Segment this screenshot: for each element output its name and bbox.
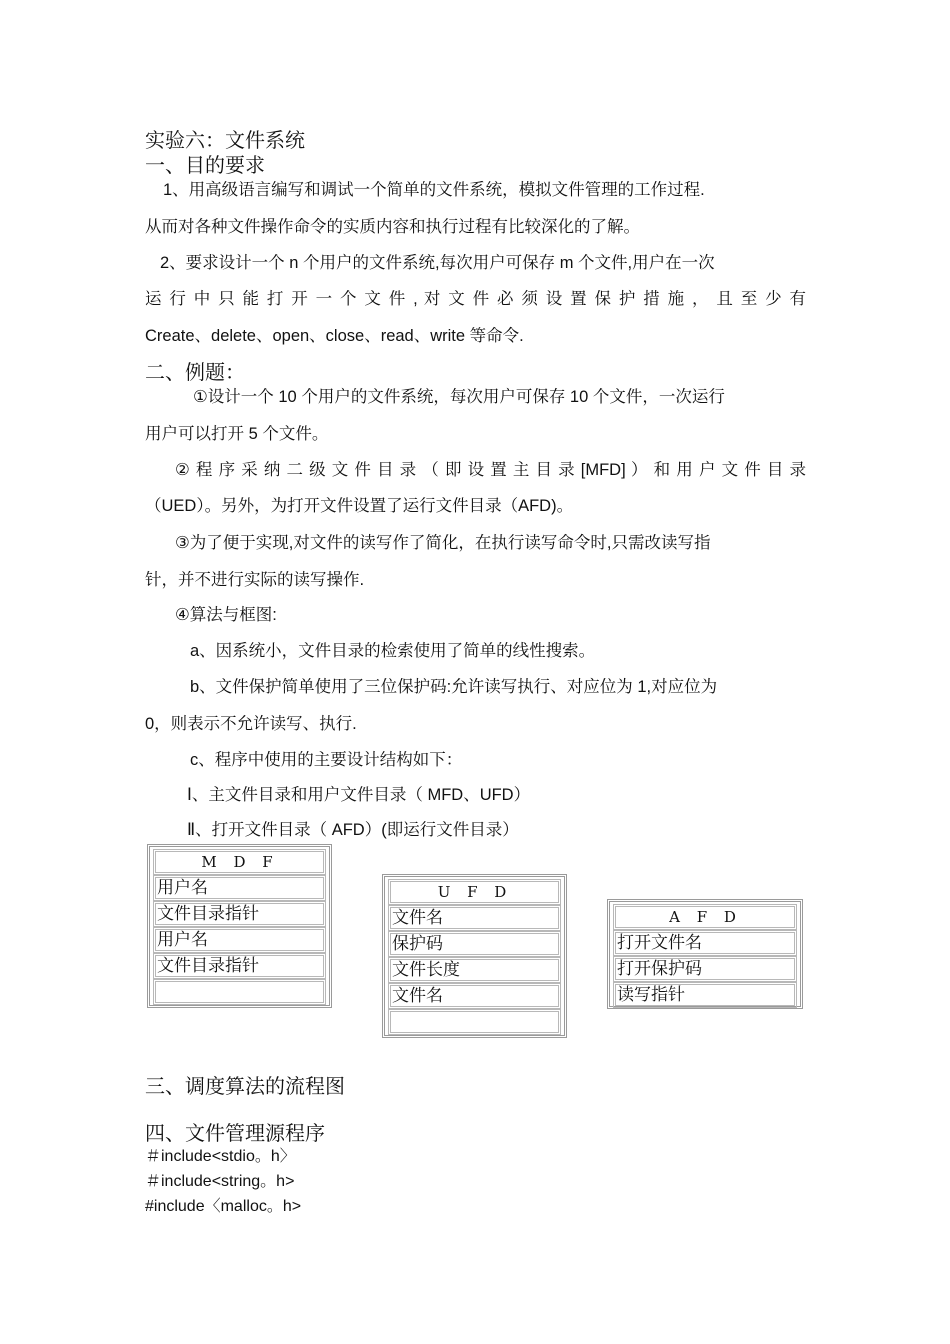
- s2-item-c: c、程序中使用的主要设计结构如下：: [190, 751, 463, 769]
- code-line: ＃include<stdio。h〉: [145, 1148, 296, 1165]
- code-line: #include〈malloc。h>: [145, 1198, 302, 1215]
- mdf-row: 用户名: [153, 875, 326, 901]
- s2-e1-line1: ①设计一个 10 个用户的文件系统，每次用户可保存 10 个文件，一次运行: [193, 388, 725, 406]
- s2-e2-line1: ② 程 序 采 纳 二 级 文 件 目 录 （ 即 设 置 主 目 录 [MFD] ） 和 用 户 文 件 目 录: [175, 461, 806, 479]
- s2-item-b-line2: 0，则表示不允许读写、执行.: [145, 715, 357, 733]
- doc-title: 实验六：文件系统: [145, 128, 305, 152]
- code-line: ＃include<string。h>: [145, 1173, 295, 1190]
- s1-p1-line1: 1、用高级语言编写和调试一个简单的文件系统，模拟文件管理的工作过程.: [163, 181, 705, 199]
- s2-item-ii: Ⅱ、打开文件目录（ AFD）(即运行文件目录）: [187, 821, 519, 839]
- s1-p2-line2: 运 行 中 只 能 打 开 一 个 文 件 , 对 文 件 必 须 设 置 保 护 措 施 ， 且 至 少 有: [145, 290, 806, 308]
- s2-item-b-line1: b、文件保护简单使用了三位保护码:允许读写执行、对应位为 1,对应位为: [190, 678, 718, 696]
- section2-heading: 二、例题：: [145, 360, 245, 384]
- mdf-row: 文件目录指针: [153, 953, 326, 979]
- afd-row: 读写指针: [613, 982, 797, 1008]
- s2-e3-line1: ③为了便于实现,对文件的读写作了简化，在执行读写命令时,只需改读写指: [175, 534, 711, 552]
- s1-p2-line3: Create、delete、open、close、read、write 等命令.: [145, 327, 524, 345]
- mdf-row: 文件目录指针: [153, 901, 326, 927]
- ufd-header: U F D: [388, 879, 561, 905]
- s1-p2-line1: 2、要求设计一个 n 个用户的文件系统,每次用户可保存 m 个文件,用户在一次: [160, 254, 715, 272]
- s2-e1-line2: 用户可以打开 5 个文件。: [145, 425, 329, 443]
- s2-e2-line2: （UED）。另外，为打开文件设置了运行文件目录（AFD)。: [145, 497, 574, 515]
- afd-table: [607, 899, 803, 1009]
- s1-p1-line2: 从而对各种文件操作命令的实质内容和执行过程有比较深化的了解。: [145, 218, 640, 236]
- ufd-row: 文件长度: [388, 957, 561, 983]
- ufd-row: 文件名: [388, 905, 561, 931]
- ufd-row: 文件名: [388, 983, 561, 1009]
- s2-e3-line2: 针，并不进行实际的读写操作.: [145, 571, 365, 589]
- mdf-row: 用户名: [153, 927, 326, 953]
- ufd-row: 保护码: [388, 931, 561, 957]
- afd-row: 打开保护码: [613, 956, 797, 982]
- mdf-row-empty: [153, 979, 326, 1005]
- section4-heading: 四、文件管理源程序: [145, 1121, 325, 1145]
- s2-item-i: Ⅰ、主文件目录和用户文件目录（ MFD、UFD）: [187, 786, 531, 804]
- ufd-row-empty: [388, 1009, 561, 1035]
- ufd-table: [382, 874, 567, 1038]
- section3-heading: 三、调度算法的流程图: [145, 1074, 345, 1098]
- afd-row: 打开文件名: [613, 930, 797, 956]
- s2-e4: ④算法与框图:: [175, 606, 277, 624]
- mdf-table: [147, 844, 332, 1008]
- afd-header: A F D: [613, 904, 797, 930]
- s2-item-a: a、因系统小，文件目录的检索使用了简单的线性搜索。: [190, 642, 596, 660]
- mdf-header: M D F: [153, 849, 326, 875]
- section1-heading: 一、目的要求: [145, 153, 265, 177]
